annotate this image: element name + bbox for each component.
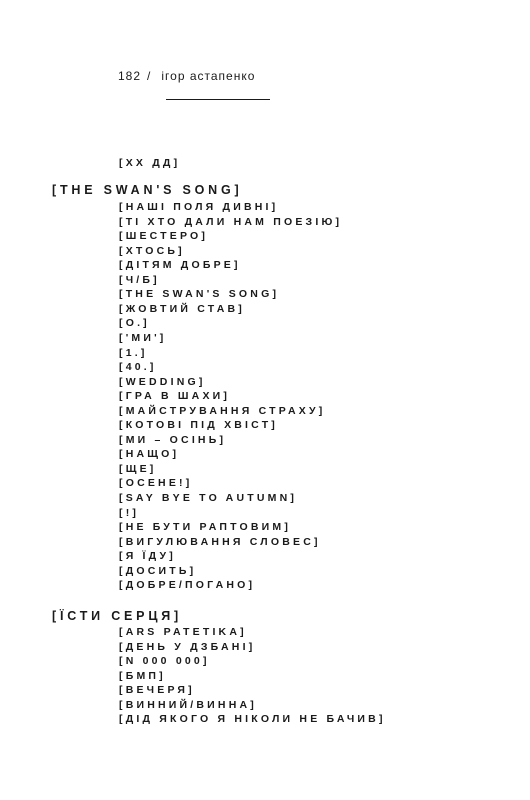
toc-title: [БМП] — [119, 669, 166, 682]
toc-title: [ДОБРЕ/ПОГАНО] — [119, 579, 256, 592]
toc-title: [WEDDING] — [119, 375, 206, 388]
toc-title: [1.] — [119, 346, 148, 359]
toc-title: [Ч/Б] — [119, 273, 160, 286]
toc-title: [КОТОВІ ПІД ХВІСТ] — [119, 419, 279, 432]
toc-title: ['МИ'] — [119, 331, 167, 344]
toc-title: [ХТОСЬ] — [119, 244, 185, 257]
toc-title: [ЖОВТИЙ СТАВ] — [119, 302, 245, 315]
toc-title: [ВИГУЛЮВАННЯ СЛОВЕС] — [119, 535, 321, 548]
author-name: ігор астапенко — [161, 69, 256, 83]
toc-title: [ОСЕНЕ!] — [119, 477, 193, 490]
section-title: [THE SWAN'S SONG] — [52, 183, 243, 197]
toc-title: [ДОСИТЬ] — [119, 564, 197, 577]
toc-title: [МИ – ОСІНЬ] — [119, 433, 227, 446]
toc-title: [ЩЕ] — [119, 462, 157, 475]
running-header — [118, 69, 255, 83]
toc-title: [N 000 000] — [119, 655, 210, 668]
section-title: [ЇСТИ СЕРЦЯ] — [52, 609, 182, 623]
toc-title: [О.] — [119, 317, 150, 330]
toc-title: [THE SWAN'S SONG] — [119, 288, 280, 301]
toc-title: [Я ЇДУ] — [119, 550, 176, 563]
toc-title: [ВЕЧЕРЯ] — [119, 684, 195, 697]
toc-title: [НЕ БУТИ РАПТОВИМ] — [119, 521, 292, 534]
toc-title: [НАШІ ПОЛЯ ДИВНІ] — [119, 201, 279, 213]
toc-title: [ДІТЯМ ДОБРЕ] — [119, 259, 241, 272]
header-separator: / — [147, 69, 152, 83]
toc-title: [ТІ ХТО ДАЛИ НАМ ПОЕЗІЮ] — [119, 215, 343, 228]
toc-title: [XX ДД] — [119, 157, 181, 169]
toc-title: [МАЙСТРУВАННЯ СТРАХУ] — [119, 404, 326, 417]
header-rule — [166, 99, 270, 100]
toc-title: [SAY BYE TO AUTUMN] — [119, 492, 298, 504]
toc-title: [ДІД ЯКОГО Я НІКОЛИ НЕ БАЧИВ] — [119, 713, 386, 726]
toc-title: [ШЕСТЕРО] — [119, 230, 209, 243]
toc-title: [!] — [119, 506, 140, 519]
toc-title: [ГРА В ШАХИ] — [119, 390, 231, 403]
toc-title: [ARS PATETIKA] — [119, 626, 247, 638]
toc-title: [ДЕНЬ У ДЗБАНІ] — [119, 640, 256, 653]
toc-title: [НАЩО] — [119, 448, 180, 461]
page-number: 182 — [118, 69, 142, 83]
toc-title: [ВИННИЙ/ВИННА] — [119, 698, 257, 711]
toc-title: [40.] — [119, 361, 157, 374]
